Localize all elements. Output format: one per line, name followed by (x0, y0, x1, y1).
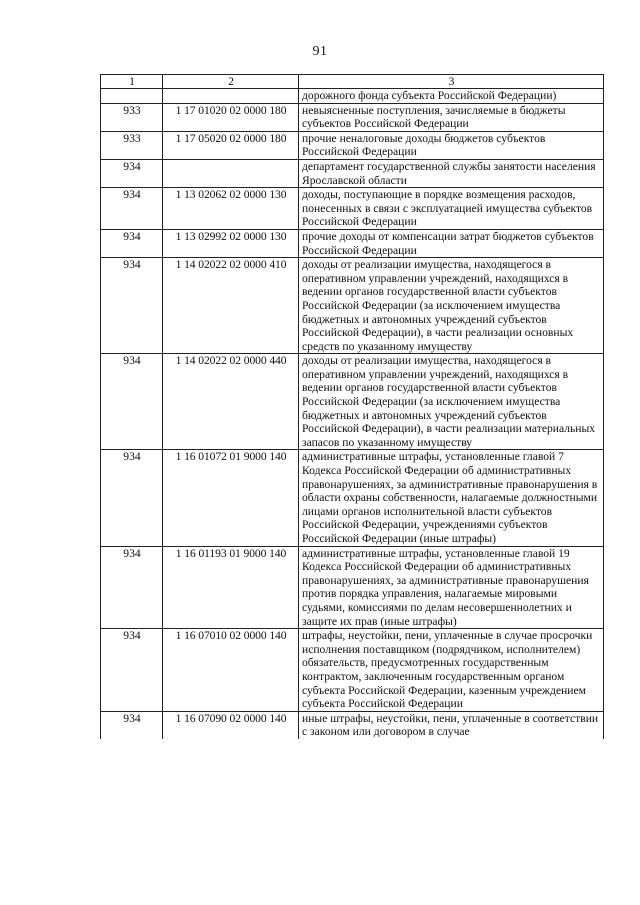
table-row (101, 131, 604, 159)
table-row (101, 450, 604, 546)
revenue-code-cell: 1 17 05020 02 0000 180 (163, 131, 299, 159)
table-row (101, 258, 604, 354)
admin-code-cell (101, 89, 163, 104)
table-row (101, 629, 604, 712)
table-row (101, 103, 604, 131)
table-row (101, 229, 604, 257)
revenue-code-cell (163, 159, 299, 187)
admin-code-cell: 934 (101, 354, 163, 450)
admin-code-cell: 934 (101, 711, 163, 739)
revenue-code-cell: 1 17 01020 02 0000 180 (163, 103, 299, 131)
column-header-1: 1 (101, 75, 163, 89)
column-header-2: 2 (163, 75, 299, 89)
page-number: 91 (312, 44, 328, 59)
revenue-code-cell: 1 16 07090 02 0000 140 (163, 711, 299, 739)
revenue-name-cell: невыясненные поступления, зачисляемые в бюджеты субъектов Российской Федерации (299, 103, 604, 131)
table-row (101, 546, 604, 629)
revenue-code-cell: 1 16 01193 01 9000 140 (163, 546, 299, 629)
revenue-name-cell: административные штрафы, установленные главой 7 Кодекса Российской Федерации об административных правонарушениях, за административные правонарушения в области охраны собственности, налагаемые должностными лицами органов исполнительной власти субъектов Российской Федерации, учреждениями субъектов Российской Федерации (иные штрафы) (299, 450, 604, 546)
column-header-3: 3 (299, 75, 604, 89)
admin-code-cell: 934 (101, 258, 163, 354)
admin-code-cell: 933 (101, 131, 163, 159)
table-row (101, 354, 604, 450)
revenue-code-cell: 1 13 02062 02 0000 130 (163, 188, 299, 230)
revenue-name-cell: департамент государственной службы занятости населения Ярославской области (299, 159, 604, 187)
revenue-name-cell: прочие доходы от компенсации затрат бюджетов субъектов Российской Федерации (299, 229, 604, 257)
revenue-name-cell: доходы от реализации имущества, находящегося в оперативном управлении учреждений, находящихся в ведении органов государственной власти субъектов Российской Федерации (за исключением имущества бюджетных и автономных учреждений субъектов Российской Федерации), в части реализации основных средств по указанному имуществу (299, 258, 604, 354)
table-row (101, 89, 604, 104)
revenue-codes-table (100, 74, 604, 739)
revenue-name-cell: прочие неналоговые доходы бюджетов субъектов Российской Федерации (299, 131, 604, 159)
revenue-code-cell: 1 14 02022 02 0000 410 (163, 258, 299, 354)
revenue-name-cell: доходы от реализации имущества, находящегося в оперативном управлении учреждений, находящихся в ведении органов государственной власти субъектов Российской Федерации (за исключением имущества бюджетных и автономных учреждений субъектов Российской Федерации), в части реализации материальных запасов по указанному имуществу (299, 354, 604, 450)
revenue-code-cell: 1 16 07010 02 0000 140 (163, 629, 299, 712)
revenue-name-cell: доходы, поступающие в порядке возмещения расходов, понесенных в связи с эксплуатацией имущества субъектов Российской Федерации (299, 188, 604, 230)
revenue-code-cell (163, 89, 299, 104)
admin-code-cell: 934 (101, 188, 163, 230)
revenue-name-cell: иные штрафы, неустойки, пени, уплаченные в соответствии с законом или договором в случае (299, 711, 604, 739)
admin-code-cell: 934 (101, 629, 163, 712)
revenue-code-cell: 1 13 02992 02 0000 130 (163, 229, 299, 257)
admin-code-cell: 934 (101, 546, 163, 629)
admin-code-cell: 934 (101, 159, 163, 187)
admin-code-cell: 934 (101, 229, 163, 257)
table-row (101, 159, 604, 187)
admin-code-cell: 934 (101, 450, 163, 546)
table-row (101, 188, 604, 230)
revenue-name-cell: административные штрафы, установленные главой 19 Кодекса Российской Федерации об административных правонарушениях, за административные правонарушения против порядка управления, налагаемые мировыми судьями, комиссиями по делам несовершеннолетних и защите их прав (иные штрафы) (299, 546, 604, 629)
table-header-row (101, 75, 604, 89)
revenue-name-cell: штрафы, неустойки, пени, уплаченные в случае просрочки исполнения поставщиком (подрядчиком, исполнителем) обязательств, предусмотренных государственным контрактом, заключенным государственным органом субъекта Российской Федерации, казенным учреждением субъекта Российской Федерации (299, 629, 604, 712)
revenue-code-cell: 1 16 01072 01 9000 140 (163, 450, 299, 546)
revenue-code-cell: 1 14 02022 02 0000 440 (163, 354, 299, 450)
admin-code-cell: 933 (101, 103, 163, 131)
revenue-name-cell: дорожного фонда субъекта Российской Федерации) (299, 89, 604, 104)
table-row (101, 711, 604, 739)
